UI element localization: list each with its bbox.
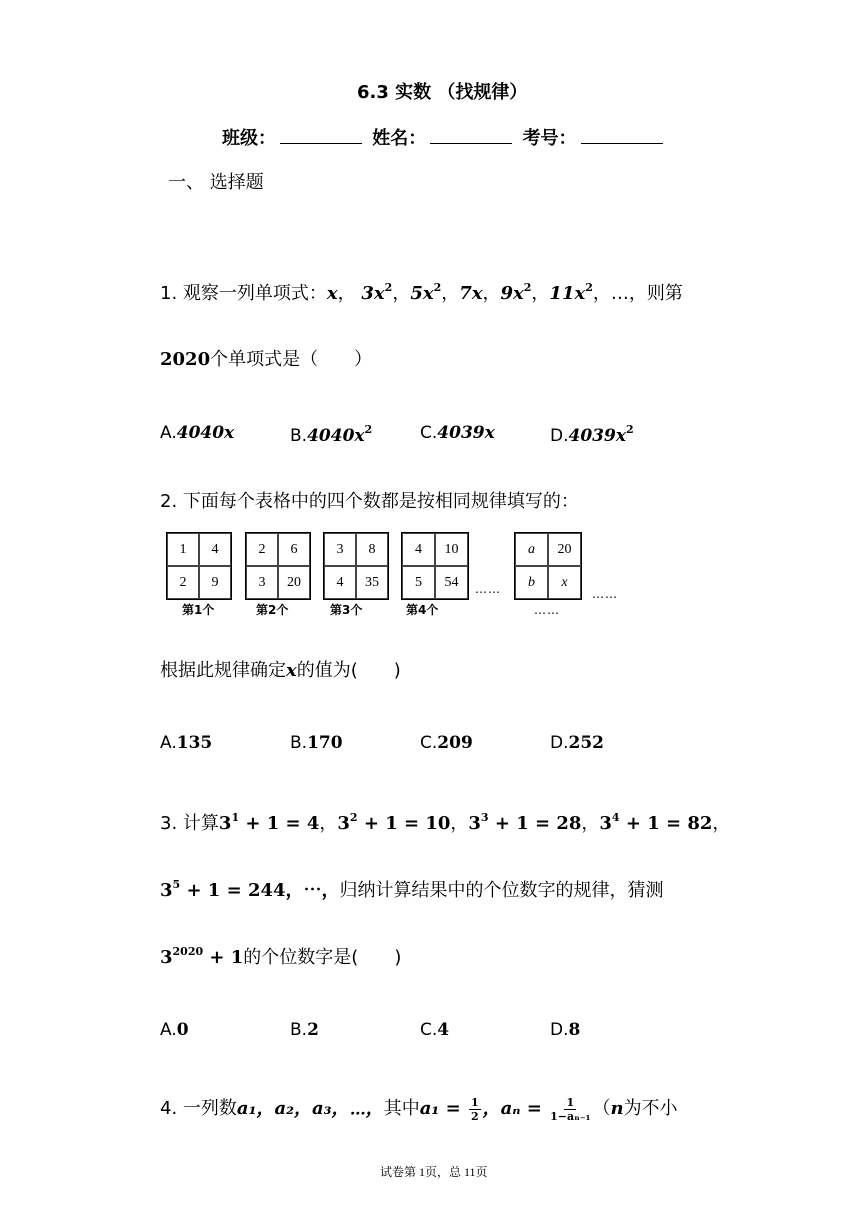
table-cell: 4 — [324, 566, 356, 599]
math-expr: + 1 = 4 — [239, 813, 320, 834]
question-text: 根据此规律确定 — [160, 660, 286, 681]
ellipsis: …… — [534, 603, 560, 617]
question-text: 的个位数字是( ) — [243, 947, 402, 968]
table-caption: 第2个 — [256, 603, 289, 617]
question-1-line-1 — [160, 279, 683, 305]
table-cell: 4 — [402, 533, 435, 566]
q3-option-a[interactable] — [160, 1020, 189, 1040]
option-value: 4 — [437, 1020, 450, 1040]
table-caption: 第1个 — [182, 603, 215, 617]
q1-option-d[interactable] — [550, 423, 634, 446]
table-cell: 3 — [324, 533, 356, 566]
math-expr: + 1 = 244，⋯， — [180, 880, 340, 901]
math-term: a₁ = — [419, 1098, 467, 1119]
math-base: 3 — [599, 813, 612, 834]
math-term: 5x — [410, 283, 434, 304]
math-expr: + 1 = 10 — [357, 813, 451, 834]
fraction-numerator: 1 — [566, 1095, 575, 1109]
exponent: 5 — [172, 878, 181, 891]
math-term: 11x — [549, 283, 586, 304]
question-4-line-1 — [160, 1094, 678, 1123]
table-cell: 2 — [246, 533, 278, 566]
table-cell: 5 — [402, 566, 435, 599]
question-text: 下面每个表格中的四个数都是按相同规律填写的： — [182, 491, 579, 512]
separator: ， — [392, 283, 411, 304]
question-2-line-2 — [160, 656, 401, 682]
math-base: 3 — [337, 813, 350, 834]
math-term: x — [326, 283, 338, 304]
math-sequence: a₁，a₂，a₃，⋯， — [236, 1098, 384, 1119]
question-text: （ — [592, 1098, 611, 1119]
separator: ， — [482, 283, 501, 304]
option-label: B. — [290, 426, 308, 446]
option-label: D. — [550, 1020, 569, 1040]
page-footer: 试卷第 1页，总 11页 — [380, 1165, 488, 1179]
math-term: x — [286, 660, 297, 681]
option-value: 0 — [176, 1020, 189, 1040]
exam-label: 考号： — [522, 128, 577, 149]
option-value: 4040x — [307, 426, 365, 446]
question-text: 计算 — [182, 813, 219, 834]
question-text: 为不小 — [623, 1098, 678, 1119]
table-cell: x — [548, 566, 581, 599]
math-term: 7x — [459, 283, 483, 304]
exponent: 2 — [523, 281, 532, 294]
exponent: 2020 — [172, 945, 204, 958]
table-cell: b — [515, 566, 548, 599]
option-value: 170 — [307, 733, 343, 753]
math-expr: + 1 = 28 — [488, 813, 582, 834]
separator: ， — [337, 283, 356, 304]
table-cell: 4 — [199, 533, 231, 566]
q2-option-a[interactable] — [160, 733, 212, 753]
math-term: ，aₙ = — [482, 1098, 549, 1119]
question-2-line-1 — [160, 487, 579, 513]
fraction-denominator: 2 — [470, 1109, 479, 1123]
section-heading: 一、 选择题 — [168, 172, 264, 193]
option-value: 8 — [568, 1020, 581, 1040]
table-cell: 20 — [548, 533, 581, 566]
q2-option-b[interactable] — [290, 733, 343, 753]
table-cell: 1 — [167, 533, 199, 566]
exponent: 2 — [433, 281, 442, 294]
option-label: B. — [290, 733, 308, 753]
math-base: 3 — [160, 880, 173, 901]
question-text: 观察一列单项式： — [182, 283, 327, 304]
option-label: D. — [550, 733, 569, 753]
option-label: C. — [420, 733, 438, 753]
name-label: 姓名： — [372, 128, 427, 149]
math-base: 3 — [468, 813, 481, 834]
table-cell: 9 — [199, 566, 231, 599]
table-cell: 35 — [356, 566, 388, 599]
number-table-1 — [166, 532, 232, 600]
option-label: A. — [160, 733, 177, 753]
question-text: 个单项式是（ ） — [210, 349, 373, 370]
option-value: 4040x — [176, 423, 235, 443]
class-blank — [280, 127, 362, 144]
table-cell: 20 — [278, 566, 310, 599]
exam-blank — [581, 127, 663, 144]
separator: ， — [531, 283, 550, 304]
exponent: 2 — [384, 281, 393, 294]
option-value: 4039x — [568, 426, 626, 446]
option-label: B. — [290, 1020, 308, 1040]
option-value: 209 — [437, 733, 473, 753]
math-base: 3 — [160, 947, 173, 968]
option-value: 135 — [176, 733, 213, 753]
exponent: 3 — [480, 811, 489, 824]
question-number: 1. — [160, 283, 178, 304]
ellipsis: …… — [592, 587, 618, 601]
math-number: 2020 — [160, 349, 211, 370]
question-number: 4. — [160, 1098, 178, 1119]
fraction — [469, 1096, 481, 1123]
option-value: 2 — [307, 1020, 319, 1040]
q1-option-b[interactable] — [290, 423, 372, 446]
q3-option-d[interactable] — [550, 1020, 580, 1040]
option-value: 252 — [568, 733, 604, 753]
number-table-4 — [401, 532, 469, 600]
exponent: 2 — [585, 281, 593, 294]
table-cell: 2 — [167, 566, 199, 599]
math-term: 3x — [361, 283, 385, 304]
question-number: 3. — [160, 813, 178, 834]
table-caption: 第4个 — [406, 603, 439, 617]
math-expr: + 1 — [203, 947, 244, 968]
q2-option-c[interactable] — [420, 733, 473, 753]
fraction-denominator: 1−aₙ₋₁ — [550, 1109, 591, 1123]
question-text: ，…，则第 — [592, 283, 683, 304]
page-title: 6.3 实数 （找规律） — [357, 82, 528, 103]
ellipsis: …… — [475, 582, 501, 596]
table-caption: 第3个 — [330, 603, 363, 617]
math-term: 9x — [500, 283, 524, 304]
exponent: 2 — [349, 811, 358, 824]
fraction-numerator: 1 — [470, 1095, 479, 1109]
option-label: A. — [160, 423, 177, 443]
question-text: 其中 — [383, 1098, 420, 1119]
question-3-line-2 — [160, 876, 664, 902]
option-label: A. — [160, 1020, 177, 1040]
table-cell: 10 — [435, 533, 468, 566]
math-base: 3 — [218, 813, 232, 834]
class-label: 班级： — [222, 128, 276, 149]
exponent: 2 — [625, 423, 634, 436]
name-blank — [430, 127, 512, 144]
table-cell: 6 — [278, 533, 310, 566]
question-3-line-3 — [160, 943, 401, 969]
question-1-line-2 — [160, 345, 372, 371]
q3-option-b[interactable] — [290, 1020, 319, 1040]
table-cell: 54 — [435, 566, 468, 599]
number-table-2 — [245, 532, 311, 600]
option-label: C. — [420, 1020, 438, 1040]
math-expr: + 1 = 82 — [619, 813, 713, 834]
question-text: 一列数 — [182, 1098, 237, 1119]
table-cell: 3 — [246, 566, 278, 599]
number-table-n — [514, 532, 582, 600]
fraction — [550, 1096, 590, 1123]
option-value: 4039x — [437, 423, 495, 443]
q1-option-a[interactable] — [160, 423, 234, 443]
q3-option-c[interactable] — [420, 1020, 449, 1040]
separator: ， — [441, 283, 460, 304]
option-label: C. — [420, 423, 438, 443]
table-cell: 8 — [356, 533, 388, 566]
exponent: 1 — [231, 811, 240, 824]
question-text: 归纳计算结果中的个位数字的规律，猜测 — [339, 880, 664, 901]
table-cell: a — [515, 533, 548, 566]
exponent: 4 — [611, 811, 620, 824]
option-label: D. — [550, 426, 569, 446]
q2-option-d[interactable] — [550, 733, 604, 753]
number-table-3 — [323, 532, 389, 600]
student-info-line — [222, 124, 667, 150]
exponent: 2 — [364, 423, 373, 436]
question-3-line-1: 3. 计算$3^1 + 1 = 4$，$3^2 + 1 = 10$，$3^3 + 1 = 28$，$3^4 + 1 = 82$， — [160, 811, 731, 834]
math-term: n — [610, 1098, 624, 1119]
question-text: 的值为( ) — [296, 660, 401, 681]
question-number: 2. — [160, 491, 178, 512]
q1-option-c[interactable] — [420, 423, 495, 443]
